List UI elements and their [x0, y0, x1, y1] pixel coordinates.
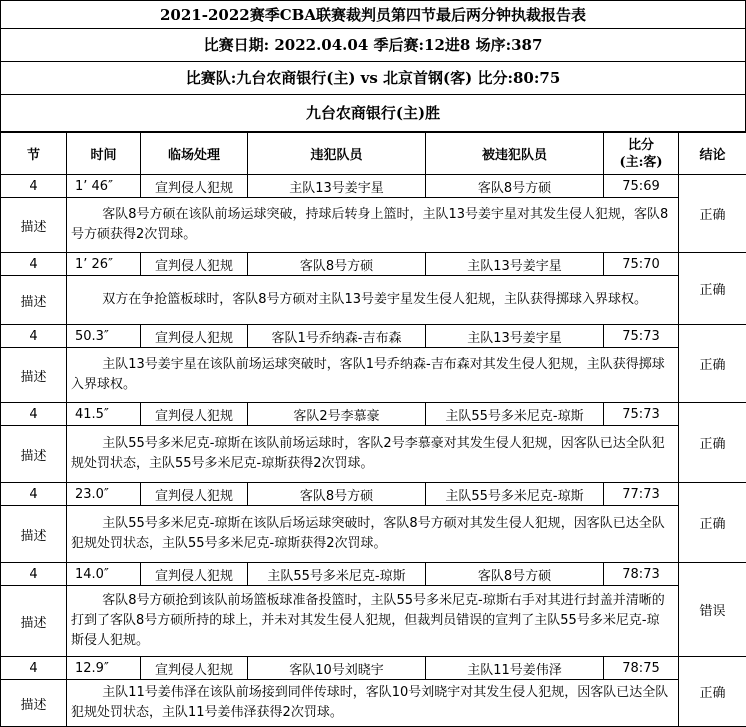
header-period: 节	[1, 133, 67, 175]
desc-label: 描述	[1, 276, 67, 325]
event-score: 75:73	[604, 403, 679, 426]
event-verdict: 错误	[679, 563, 746, 657]
event-description: 主队55号多米尼克-琼斯在该队后场运球突破时，客队8号方硕对其发生侵人犯规，因客队已达全队犯规处罚状态，主队55号多米尼克-琼斯获得2次罚球。	[67, 506, 679, 563]
event-score: 78:75	[604, 657, 679, 680]
header-score-line2: (主:客)	[619, 155, 662, 170]
event-period: 4	[1, 175, 67, 198]
event-time: 41.5″	[67, 403, 141, 426]
event-description: 主队11号姜伟泽在该队前场接到同伴传球时，客队10号刘晓宇对其发生侵人犯规，因客队已达全队犯规处罚状态，主队11号姜伟泽获得2次罚球。	[67, 680, 679, 727]
header-verdict: 结论	[679, 133, 746, 175]
event-fouled: 主队13号姜宇星	[426, 325, 604, 348]
desc-label: 描述	[1, 198, 67, 253]
event-time: 14.0″	[67, 563, 141, 586]
header-score	[604, 133, 679, 175]
event-verdict: 正确	[679, 403, 746, 483]
event-score: 75:70	[604, 253, 679, 276]
event-fouled: 主队55号多米尼克-琼斯	[426, 483, 604, 506]
event-desc-row	[1, 506, 746, 563]
event-score: 75:73	[604, 325, 679, 348]
header-score-line1: 比分	[628, 138, 654, 153]
header-time: 时间	[67, 133, 141, 175]
event-description: 主队55号多米尼克-琼斯在该队前场运球时，客队2号李慕豪对其发生侵人犯规，因客队已达全队犯规处罚状态，主队55号多米尼克-琼斯获得2次罚球。	[67, 426, 679, 483]
event-fouler: 客队1号乔纳森-吉布森	[248, 325, 426, 348]
event-time: 50.3″	[67, 325, 141, 348]
event-time: 1’ 26″	[67, 253, 141, 276]
event-desc-row	[1, 348, 746, 403]
event-period: 4	[1, 325, 67, 348]
event-verdict: 正确	[679, 483, 746, 563]
event-verdict: 正确	[679, 175, 746, 253]
report-table	[0, 132, 746, 727]
event-call: 宣判侵人犯规	[141, 253, 248, 276]
event-verdict: 正确	[679, 657, 746, 727]
header-call: 临场处理	[141, 133, 248, 175]
event-description: 主队13号姜宇星在该队前场运球突破时，客队1号乔纳森-吉布森对其发生侵人犯规，主队获得掷球入界球权。	[67, 348, 679, 403]
desc-label: 描述	[1, 348, 67, 403]
event-fouler: 主队13号姜宇星	[248, 175, 426, 198]
event-row	[1, 403, 746, 426]
header-fouler: 违犯队员	[248, 133, 426, 175]
event-row	[1, 253, 746, 276]
event-row	[1, 325, 746, 348]
desc-label: 描述	[1, 426, 67, 483]
event-score: 78:73	[604, 563, 679, 586]
desc-label: 描述	[1, 506, 67, 563]
event-verdict: 正确	[679, 325, 746, 403]
event-period: 4	[1, 657, 67, 680]
event-call: 宣判侵人犯规	[141, 325, 248, 348]
event-call: 宣判侵人犯规	[141, 175, 248, 198]
event-fouled: 客队8号方硕	[426, 563, 604, 586]
event-period: 4	[1, 253, 67, 276]
header-row	[1, 133, 746, 175]
match-date-line: 比赛日期: 2022.04.04 季后赛:12进8 场序:387	[0, 29, 746, 62]
event-call: 宣判侵人犯规	[141, 563, 248, 586]
event-call: 宣判侵人犯规	[141, 403, 248, 426]
event-verdict: 正确	[679, 253, 746, 325]
event-score: 77:73	[604, 483, 679, 506]
event-period: 4	[1, 563, 67, 586]
event-fouler: 客队10号刘晓宇	[248, 657, 426, 680]
header-fouled: 被违犯队员	[426, 133, 604, 175]
event-desc-row	[1, 276, 746, 325]
event-fouler: 客队2号李慕豪	[248, 403, 426, 426]
event-desc-row	[1, 198, 746, 253]
event-fouler: 主队55号多米尼克-琼斯	[248, 563, 426, 586]
event-row	[1, 175, 746, 198]
event-fouled: 主队11号姜伟泽	[426, 657, 604, 680]
event-time: 12.9″	[67, 657, 141, 680]
event-fouled: 主队13号姜宇星	[426, 253, 604, 276]
teams-score-line: 比赛队:九台农商银行(主) vs 北京首钢(客) 比分:80:75	[0, 62, 746, 95]
event-fouled: 客队8号方硕	[426, 175, 604, 198]
event-row	[1, 563, 746, 586]
event-period: 4	[1, 483, 67, 506]
report-title: 2021-2022赛季CBA联赛裁判员第四节最后两分钟执裁报告表	[0, 0, 746, 29]
desc-label: 描述	[1, 680, 67, 727]
event-desc-row	[1, 586, 746, 657]
event-call: 宣判侵人犯规	[141, 657, 248, 680]
event-score: 75:69	[604, 175, 679, 198]
event-row	[1, 657, 746, 680]
event-description: 双方在争抢篮板球时，客队8号方硕对主队13号姜宇星发生侵人犯规，主队获得掷球入界球权。	[67, 276, 679, 325]
event-desc-row	[1, 680, 746, 727]
event-time: 1’ 46″	[67, 175, 141, 198]
event-description: 客队8号方硕抢到该队前场篮板球准备投篮时，主队55号多米尼克-琼斯右手对其进行封盖并清晰的打到了客队8号方硕所持的球上，并未对其发生侵人犯规，但裁判员错误的宣判了主队55号多米尼克-琼斯侵人犯规。	[67, 586, 679, 657]
event-period: 4	[1, 403, 67, 426]
event-desc-row	[1, 426, 746, 483]
event-description: 客队8号方硕在该队前场运球突破，持球后转身上篮时，主队13号姜宇星对其发生侵人犯规，客队8号方硕获得2次罚球。	[67, 198, 679, 253]
winner-line: 九台农商银行(主)胜	[0, 95, 746, 132]
event-row	[1, 483, 746, 506]
desc-label: 描述	[1, 586, 67, 657]
event-call: 宣判侵人犯规	[141, 483, 248, 506]
event-fouler: 客队8号方硕	[248, 483, 426, 506]
event-fouler: 客队8号方硕	[248, 253, 426, 276]
event-fouled: 主队55号多米尼克-琼斯	[426, 403, 604, 426]
event-time: 23.0″	[67, 483, 141, 506]
